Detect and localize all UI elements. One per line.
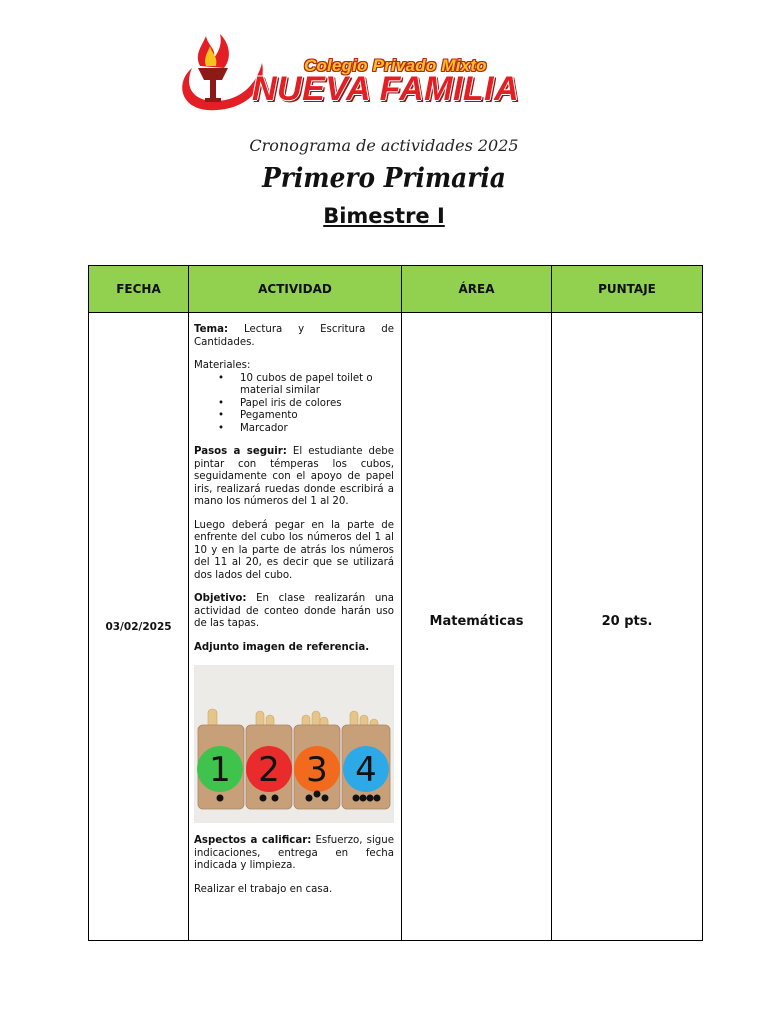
tema-label: Tema:	[194, 324, 229, 335]
row-activity	[194, 324, 394, 907]
materials-list	[194, 373, 394, 436]
tema-text: Lectura y Escritura de Cantidades.	[194, 324, 394, 348]
luego-paragraph: Luego deberá pegar en la parte de enfrente del cubo los números del 1 al 10 y en la parte de atrás los números del 11 al 20, es decir que se utilizará dos lados del cubo.	[194, 519, 394, 581]
image-number: 1	[209, 750, 231, 790]
header-puntaje: PUNTAJE	[552, 266, 702, 312]
materials-label: Materiales:	[194, 360, 251, 371]
header-area: ÁREA	[402, 266, 551, 312]
grade-title: Primero Primaria	[262, 163, 506, 194]
column-divider	[188, 266, 189, 940]
image-number: 2	[258, 750, 280, 790]
header-fecha: FECHA	[89, 266, 188, 312]
document-subtitle: Cronograma de actividades 2025	[249, 136, 519, 155]
final-paragraph: Realizar el trabajo en casa.	[194, 883, 333, 895]
school-name-line2: NUEVA FAMILIA	[252, 70, 520, 108]
list-item: • Pegamento	[240, 410, 394, 423]
list-item: • Papel iris de colores	[240, 398, 394, 411]
row-date: 03/02/2025	[105, 621, 172, 633]
objetivo-text: En clase realizarán una actividad de conteo donde harán uso de las tapas.	[194, 593, 394, 629]
image-number: 3	[306, 750, 328, 790]
column-divider	[551, 266, 552, 940]
image-number: 4	[355, 750, 377, 790]
reference-image	[194, 665, 394, 823]
adjunto-paragraph	[194, 642, 394, 655]
school-logo	[172, 28, 602, 116]
table-header-row	[89, 266, 702, 313]
column-divider	[401, 266, 402, 940]
objetivo-paragraph	[194, 593, 394, 631]
pasos-paragraph	[194, 446, 394, 509]
pasos-text: El estudiante debe pintar con témperas los cubos, seguidamente con el apoyo de papel iris, realizará ruedas donde escribirá a mano los números del 1 al 20.	[194, 446, 394, 507]
row-points: 20 pts.	[601, 614, 653, 629]
aspectos-text: Esfuerzo, sigue indicaciones, entrega en fecha indicada y limpieza.	[194, 835, 394, 871]
activities-table	[88, 265, 703, 941]
objetivo-label: Objetivo:	[194, 593, 247, 604]
list-item: • 10 cubos de papel toilet o material similar	[240, 373, 394, 398]
header-actividad: ACTIVIDAD	[189, 266, 401, 312]
aspectos-paragraph	[194, 835, 394, 873]
tema-paragraph	[194, 324, 394, 349]
period-title: Bimestre I	[323, 204, 445, 228]
pasos-label: Pasos a seguir:	[194, 446, 287, 457]
school-name-line1: Colegio Privado Mixto	[304, 56, 487, 75]
aspectos-label: Aspectos a calificar:	[194, 835, 312, 846]
row-area: Matemáticas	[429, 614, 524, 629]
adjunto-label: Adjunto imagen de referencia.	[194, 641, 370, 653]
list-item: • Marcador	[240, 423, 394, 436]
